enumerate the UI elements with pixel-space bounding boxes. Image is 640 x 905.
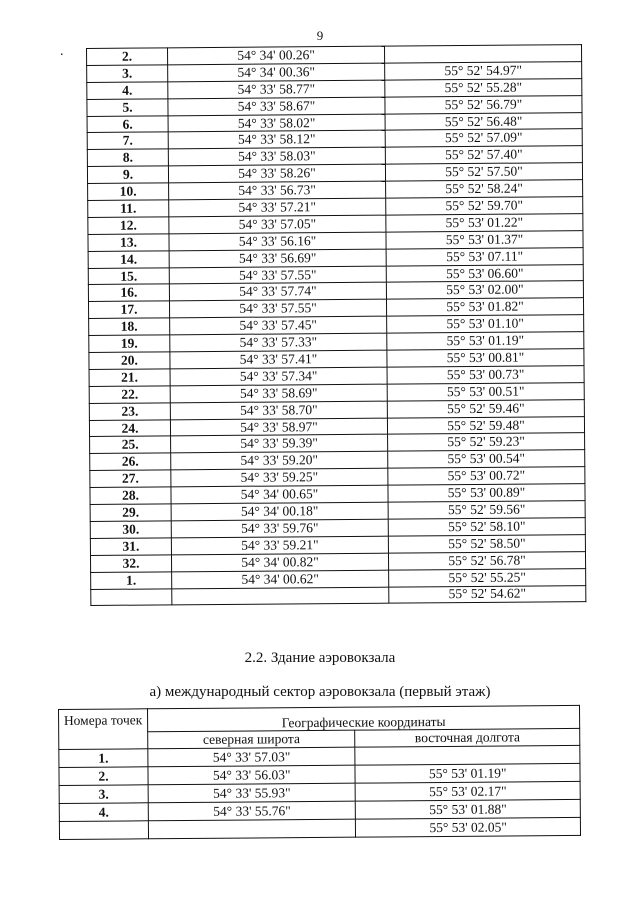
latitude-cell: 54° 33' 55.76" — [148, 801, 356, 821]
point-number: 5. — [87, 99, 168, 117]
latitude-cell: 54° 33' 57.34" — [170, 367, 387, 386]
longitude-cell: 55° 52' 58.10" — [388, 518, 585, 536]
point-number: 27. — [90, 470, 171, 488]
point-number: 20. — [89, 352, 170, 370]
longitude-cell: 55° 53' 07.11" — [386, 247, 583, 265]
point-number: 23. — [89, 403, 170, 421]
longitude-cell: 55° 52' 56.79" — [385, 95, 582, 113]
latitude-cell: 54° 34' 00.26" — [168, 46, 385, 65]
point-number: 8. — [87, 149, 168, 167]
latitude-cell: 54° 33' 59.76" — [171, 519, 388, 538]
point-number: 2. — [87, 48, 168, 66]
header-geographic-coordinates: Географические координаты — [148, 705, 580, 731]
longitude-cell: 55° 53' 01.10" — [387, 315, 584, 333]
longitude-cell: 55° 52' 59.46" — [387, 399, 584, 417]
longitude-cell: 55° 53' 01.22" — [386, 214, 583, 232]
point-number: 9. — [87, 166, 168, 184]
latitude-cell: 54° 33' 59.25" — [171, 468, 388, 487]
longitude-cell: 55° 52' 59.70" — [386, 197, 583, 215]
latitude-cell: 54° 33' 59.20" — [171, 452, 388, 471]
longitude-cell: 55° 53' 02.05" — [356, 817, 581, 837]
latitude-cell: 54° 34' 00.82" — [171, 553, 388, 572]
longitude-cell: 55° 53' 00.51" — [387, 382, 584, 400]
latitude-cell: 54° 33' 56.69" — [169, 249, 386, 268]
point-number: 19. — [89, 335, 170, 353]
terminal-coordinates-table — [58, 705, 581, 840]
point-number: 7. — [87, 132, 168, 150]
point-number: 28. — [90, 487, 171, 505]
header-point-numbers: Номера точек — [59, 709, 148, 750]
longitude-cell: 55° 53' 00.81" — [387, 349, 584, 367]
latitude-cell: 54° 33' 57.05" — [169, 215, 386, 234]
table-row — [91, 585, 586, 606]
point-number: 15. — [88, 267, 169, 285]
point-number: 16. — [88, 284, 169, 302]
latitude-cell: 54° 34' 00.36" — [168, 63, 385, 82]
latitude-cell — [148, 819, 356, 839]
latitude-cell: 54° 33' 58.69" — [170, 384, 387, 403]
point-number: 18. — [89, 318, 170, 336]
longitude-cell: 55° 52' 54.97" — [385, 61, 582, 79]
longitude-cell: 55° 52' 55.25" — [389, 568, 586, 586]
latitude-cell: 54° 33' 58.26" — [168, 164, 385, 183]
latitude-cell: 54° 33' 58.03" — [168, 147, 385, 166]
latitude-cell: 54° 33' 57.55" — [169, 266, 386, 285]
point-number: 13. — [88, 234, 169, 252]
point-number: 6. — [87, 115, 168, 133]
latitude-cell: 54° 33' 57.74" — [169, 283, 386, 302]
longitude-cell: 55° 52' 59.48" — [387, 416, 584, 434]
header-north-latitude: северная широта — [148, 730, 356, 749]
latitude-cell: 54° 34' 00.62" — [172, 570, 389, 589]
longitude-cell: 55° 53' 01.82" — [386, 298, 583, 316]
point-number: 26. — [90, 453, 171, 471]
latitude-cell: 54° 33' 57.55" — [169, 300, 386, 319]
point-number — [59, 821, 148, 840]
point-number: 2. — [59, 767, 148, 786]
latitude-cell: 54° 33' 55.93" — [148, 783, 356, 803]
latitude-cell: 54° 33' 58.77" — [168, 80, 385, 99]
latitude-cell — [172, 587, 389, 606]
longitude-cell: 55° 53' 00.54" — [388, 450, 585, 468]
latitude-cell: 54° 33' 59.39" — [171, 435, 388, 454]
latitude-cell: 54° 33' 56.16" — [169, 232, 386, 251]
longitude-cell: 55° 52' 57.50" — [385, 163, 582, 181]
latitude-cell: 54° 34' 00.65" — [171, 485, 388, 504]
point-number: 3. — [87, 65, 168, 83]
point-number: 32. — [90, 555, 171, 573]
longitude-cell: 55° 53' 01.88" — [356, 799, 581, 819]
point-number: 11. — [88, 200, 169, 218]
section-heading: 2.2. Здание аэровокзала — [244, 650, 396, 666]
latitude-cell: 54° 33' 57.33" — [170, 333, 387, 352]
point-number: 25. — [90, 436, 171, 454]
longitude-cell — [355, 745, 580, 765]
longitude-cell: 55° 53' 02.00" — [386, 281, 583, 299]
latitude-cell: 54° 33' 57.41" — [170, 350, 387, 369]
header-east-longitude: восточная долгота — [355, 728, 580, 747]
point-number: 29. — [90, 504, 171, 522]
latitude-cell: 54° 33' 58.97" — [170, 418, 387, 437]
latitude-cell: 54° 33' 58.67" — [168, 97, 385, 116]
longitude-cell: 55° 53' 01.19" — [355, 763, 580, 783]
point-number: 10. — [88, 183, 169, 201]
point-number: 1. — [59, 749, 148, 768]
point-number: 14. — [88, 251, 169, 269]
latitude-cell: 54° 33' 58.02" — [168, 114, 385, 133]
table-row — [59, 817, 580, 839]
longitude-cell: 55° 52' 59.23" — [388, 433, 585, 451]
boundary-coordinates-table — [86, 44, 586, 606]
latitude-cell: 54° 33' 56.03" — [148, 765, 356, 785]
longitude-cell: 55° 52' 54.62" — [389, 585, 586, 603]
subsection-heading: а) международный сектор аэровокзала (первый этаж) — [149, 684, 491, 700]
longitude-cell: 55° 53' 06.60" — [386, 264, 583, 282]
point-number: 4. — [59, 803, 148, 822]
latitude-cell: 54° 33' 56.73" — [169, 181, 386, 200]
point-number — [91, 588, 172, 606]
latitude-cell: 54° 33' 58.12" — [168, 131, 385, 150]
point-number: 1. — [91, 571, 172, 589]
point-number: 3. — [59, 785, 148, 804]
longitude-cell: 55° 52' 57.40" — [385, 146, 582, 164]
margin-mark: . — [60, 44, 64, 59]
longitude-cell: 55° 52' 58.24" — [386, 180, 583, 198]
point-number: 31. — [90, 538, 171, 556]
latitude-cell: 54° 33' 57.45" — [170, 316, 387, 335]
latitude-cell: 54° 34' 00.18" — [171, 502, 388, 521]
latitude-cell: 54° 33' 57.21" — [169, 198, 386, 217]
point-number: 24. — [89, 419, 170, 437]
longitude-cell: 55° 53' 00.72" — [388, 467, 585, 485]
point-number: 22. — [89, 386, 170, 404]
point-number: 21. — [89, 369, 170, 387]
longitude-cell: 55° 53' 00.73" — [387, 366, 584, 384]
longitude-cell: 55° 52' 59.56" — [388, 501, 585, 519]
point-number: 17. — [88, 301, 169, 319]
point-number: 4. — [87, 82, 168, 100]
longitude-cell: 55° 53' 01.19" — [387, 332, 584, 350]
longitude-cell: 55° 52' 57.09" — [385, 129, 582, 147]
longitude-cell: 55° 53' 00.89" — [388, 484, 585, 502]
longitude-cell: 55° 52' 55.28" — [385, 78, 582, 96]
point-number: 12. — [88, 217, 169, 235]
latitude-cell: 54° 33' 59.21" — [171, 536, 388, 555]
latitude-cell: 54° 33' 58.70" — [170, 401, 387, 420]
page-number: 9 — [316, 28, 324, 43]
latitude-cell: 54° 33' 57.03" — [148, 747, 356, 767]
longitude-cell: 55° 53' 01.37" — [386, 230, 583, 248]
longitude-cell: 55° 52' 56.48" — [385, 112, 582, 130]
point-number: 30. — [90, 521, 171, 539]
longitude-cell: 55° 53' 02.17" — [356, 781, 581, 801]
longitude-cell — [384, 45, 581, 63]
longitude-cell: 55° 52' 56.78" — [388, 551, 585, 569]
longitude-cell: 55° 52' 58.50" — [388, 534, 585, 552]
